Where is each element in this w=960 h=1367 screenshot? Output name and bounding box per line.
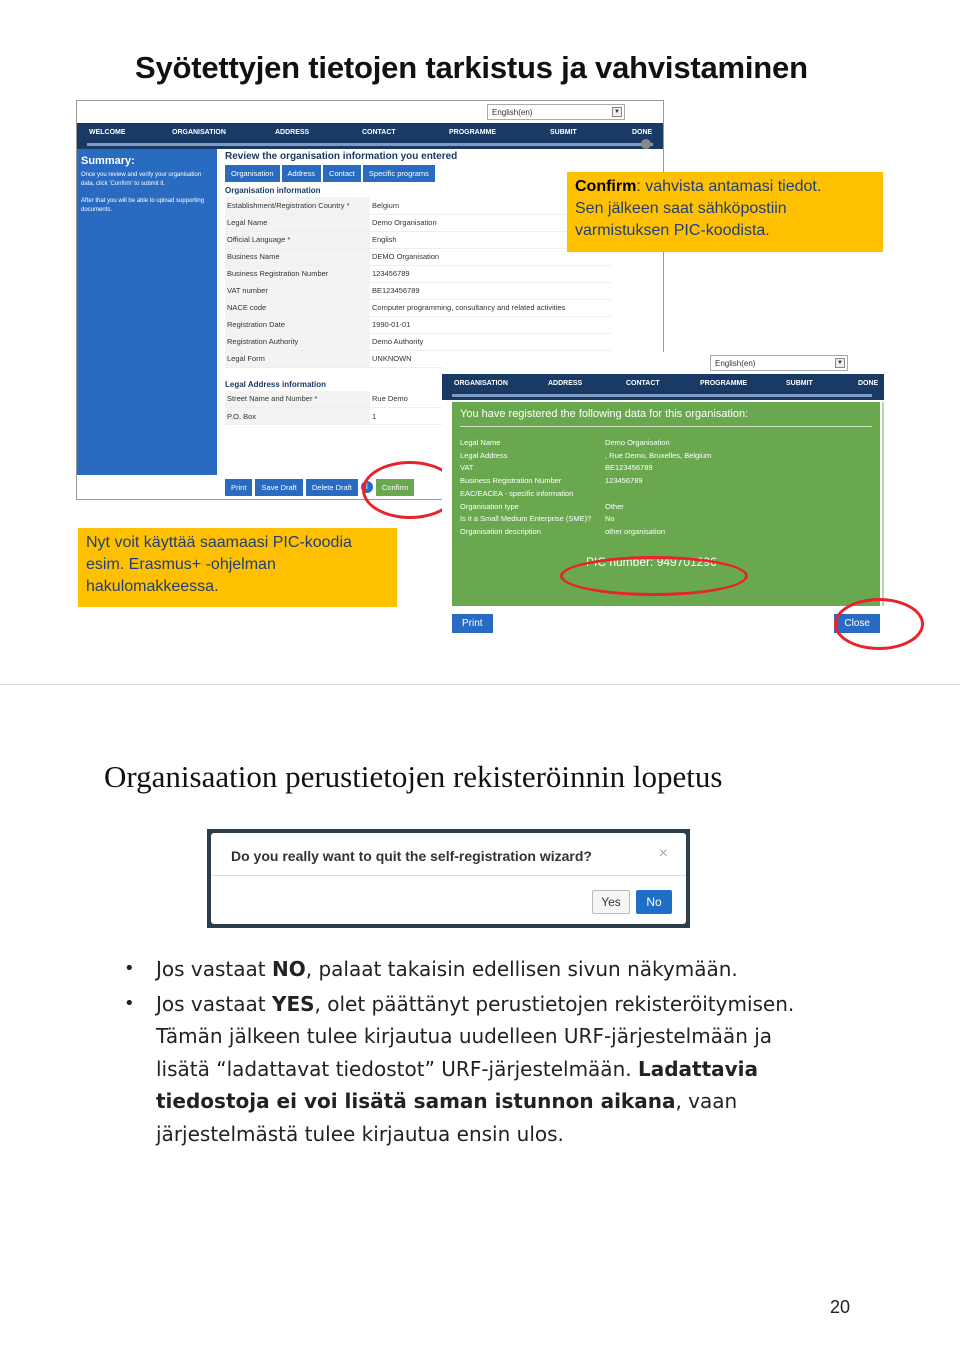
dialog-body (211, 833, 686, 924)
quit-dialog-screenshot (207, 829, 690, 928)
field-value: Demo Organisation (370, 214, 611, 231)
field-value: BE123456789 (370, 282, 611, 299)
table-row (225, 248, 611, 265)
field-label: Establishment/Registration Country * (225, 197, 370, 214)
highlight-ring-pic (560, 556, 748, 596)
step-done[interactable]: DONE (858, 380, 879, 387)
step-done[interactable]: DONE (632, 129, 653, 136)
result-row (460, 437, 872, 450)
field-label: Legal Name (225, 214, 370, 231)
callout-bold: Confirm (575, 178, 637, 195)
bullet-icon: • (124, 992, 135, 1014)
field-value: 1990-01-01 (370, 316, 611, 333)
slide-top (0, 0, 960, 682)
result-label: Is it a Small Medium Enterprise (SME)? (460, 514, 592, 524)
no-button[interactable]: No (636, 890, 672, 914)
result-value: , Rue Demo, Bruxelles, Belgium (605, 450, 712, 460)
field-label: Registration Date (225, 316, 370, 333)
result-value: Demo Organisation (605, 438, 670, 447)
result-label: Business Registration Number (460, 476, 562, 486)
field-label: Legal Form (225, 350, 370, 367)
chevron-down-icon: ▼ (612, 107, 622, 117)
result-row (460, 526, 872, 539)
divider (460, 426, 872, 427)
field-value: 1 (370, 408, 611, 425)
wizard-steps (77, 123, 664, 149)
summary-text-2: After that you will be able to upload supporting documents. (81, 198, 205, 213)
callout-line-2: esim. Erasmus+ -ohjelman (86, 556, 276, 573)
bullet-text: , palaat takaisin edellisen sivun näkymään. (305, 957, 738, 981)
review-title: Review the organisation information you entered (225, 151, 458, 162)
language-value: English(en) (715, 359, 756, 368)
bullet-text: , olet päättänyt perustietojen rekisteröitymisen. Tämän jälkeen tulee kirjautua uudelleen URF-järjestelmään ja lisätä “ladattavat tiedostot” URF-järjestelmään. (156, 991, 795, 1081)
result-row (460, 501, 872, 514)
callout-line-3: hakulomakkeessa. (86, 578, 219, 595)
field-label: Business Registration Number (225, 265, 370, 282)
field-value: UNKNOWN (370, 350, 611, 367)
result-value: other organisation (605, 526, 666, 536)
result-value: No (605, 514, 615, 524)
field-label: P.O. Box (225, 408, 370, 425)
result-label: EAC/EACEA - specific information (460, 488, 574, 498)
step-contact[interactable]: CONTACT (626, 380, 660, 387)
progress-line (87, 143, 653, 146)
list-item (124, 988, 814, 1151)
page-number: 20 (830, 1297, 851, 1317)
result-value: BE123456789 (605, 463, 653, 473)
callout-confirm (567, 172, 883, 252)
table-row (225, 299, 611, 316)
table-row (225, 231, 611, 248)
wizard-steps (442, 374, 884, 400)
result-row (460, 462, 872, 475)
field-label: Official Language * (225, 231, 370, 248)
language-select[interactable] (710, 355, 848, 371)
table-row (225, 316, 611, 333)
info-icon[interactable]: i (361, 481, 373, 493)
chevron-down-icon: ▼ (835, 358, 845, 368)
slide-title: Organisaation perustietojen rekisteröinnin lopetus (104, 759, 723, 794)
tab-specific-programs[interactable]: Specific programs (363, 165, 435, 182)
field-label: Business Name (225, 248, 370, 265)
table-row (225, 197, 611, 214)
list-item (124, 953, 814, 986)
bullet-text: , vaan järjestelmästä tulee kirjautua ensin ulos. (156, 1089, 738, 1146)
top-bar (442, 352, 884, 374)
print-button[interactable]: Print (452, 614, 493, 633)
result-label: Organisation type (460, 501, 519, 511)
step-welcome[interactable]: WELCOME (89, 129, 126, 136)
registered-screenshot (442, 352, 884, 646)
field-label: Registration Authority (225, 333, 370, 350)
result-heading: You have registered the following data for this organisation: (460, 408, 749, 420)
step-organisation[interactable]: ORGANISATION (454, 380, 508, 387)
table-row (225, 214, 611, 231)
result-label: Legal Name (460, 438, 501, 447)
result-row (460, 450, 872, 463)
field-label: VAT number (225, 282, 370, 299)
top-bar (77, 101, 664, 123)
save-draft-button[interactable]: Save Draft (255, 479, 302, 496)
divider (211, 875, 686, 876)
bullet-text: Jos vastaat (156, 957, 272, 981)
table-row (225, 333, 611, 350)
org-section-title: Organisation information (225, 186, 321, 195)
field-value: Belgium (370, 197, 611, 214)
delete-draft-button[interactable]: Delete Draft (306, 479, 358, 496)
bullet-bold: YES (271, 991, 315, 1016)
result-buttons (452, 614, 880, 633)
field-value: 123456789 (370, 265, 611, 282)
table-row (225, 282, 611, 299)
step-address[interactable]: ADDRESS (275, 129, 310, 136)
callout-line-2: Sen jälkeen saat sähköpostiin (575, 200, 787, 217)
field-value: DEMO Organisation (370, 248, 611, 265)
result-label: Legal Address (460, 450, 508, 460)
close-icon[interactable]: × (658, 845, 668, 862)
field-label: NACE code (225, 299, 370, 316)
addr-section-title: Legal Address information (225, 379, 327, 389)
tab-contact[interactable]: Contact (323, 165, 361, 182)
step-contact[interactable]: CONTACT (362, 129, 396, 136)
field-value: Rue Demo (370, 391, 611, 408)
callout-pic-usage (78, 528, 397, 607)
result-label: VAT (460, 463, 474, 473)
step-address[interactable]: ADDRESS (548, 380, 583, 387)
callout-rest: : vahvista antamasi tiedot. (636, 178, 822, 195)
progress-line (452, 394, 872, 397)
callout-line-1 (575, 176, 875, 198)
callout-line-3: varmistuksen PIC-koodista. (575, 222, 770, 239)
step-programme[interactable]: PROGRAMME (700, 380, 748, 387)
step-submit[interactable]: SUBMIT (786, 380, 813, 387)
bullet-list (124, 953, 814, 1152)
summary-sidebar (77, 149, 217, 475)
step-programme[interactable]: PROGRAMME (449, 129, 497, 136)
yes-button[interactable]: Yes (592, 890, 630, 914)
confirm-button[interactable]: Confirm (376, 479, 414, 496)
step-submit[interactable]: SUBMIT (550, 129, 577, 136)
field-value: English (370, 231, 611, 248)
summary-title: Summary: (81, 155, 135, 167)
language-value: English(en) (492, 108, 533, 117)
result-row (460, 475, 872, 488)
slide-bottom (0, 684, 960, 1367)
tab-address[interactable]: Address (282, 165, 322, 182)
callout-line-1: Nyt voit käyttää saamaasi PIC-koodia (86, 534, 352, 551)
result-label: Organisation description (460, 526, 541, 536)
dialog-question: Do you really want to quit the self-registration wizard? (231, 848, 592, 864)
bullet-bold: Ladattavia tiedostoja ei voi lisätä saman istunnon aikana (156, 1056, 759, 1113)
slide-title: Syötettyjen tietojen tarkistus ja vahvistaminen (135, 50, 808, 85)
language-select[interactable] (487, 104, 625, 120)
pic-number: PIC number: 949701296 (586, 554, 717, 569)
result-value: 123456789 (605, 476, 643, 486)
summary-text-1: Once you review and verify your organisation data, click 'Confirm' to submit it. (81, 172, 202, 187)
result-row (460, 488, 872, 501)
field-value: Demo Authority (370, 333, 611, 350)
org-info-table (225, 197, 611, 368)
close-button[interactable]: Close (834, 614, 880, 633)
table-row (225, 265, 611, 282)
bullet-icon: • (124, 958, 135, 979)
highlight-ring-close (834, 598, 924, 650)
bullet-text: Jos vastaat (156, 991, 272, 1016)
field-label: Street Name and Number * (225, 391, 370, 408)
print-button[interactable]: Print (225, 479, 252, 496)
scroll-edge (882, 402, 884, 606)
step-organisation[interactable]: ORGANISATION (172, 129, 226, 136)
result-value: Other (605, 501, 624, 511)
bullet-bold: NO (271, 957, 306, 981)
tab-organisation[interactable]: Organisation (225, 165, 280, 182)
progress-dot (641, 139, 651, 149)
field-value: Computer programming, consultancy and related activities (370, 299, 611, 316)
result-row (460, 513, 872, 526)
